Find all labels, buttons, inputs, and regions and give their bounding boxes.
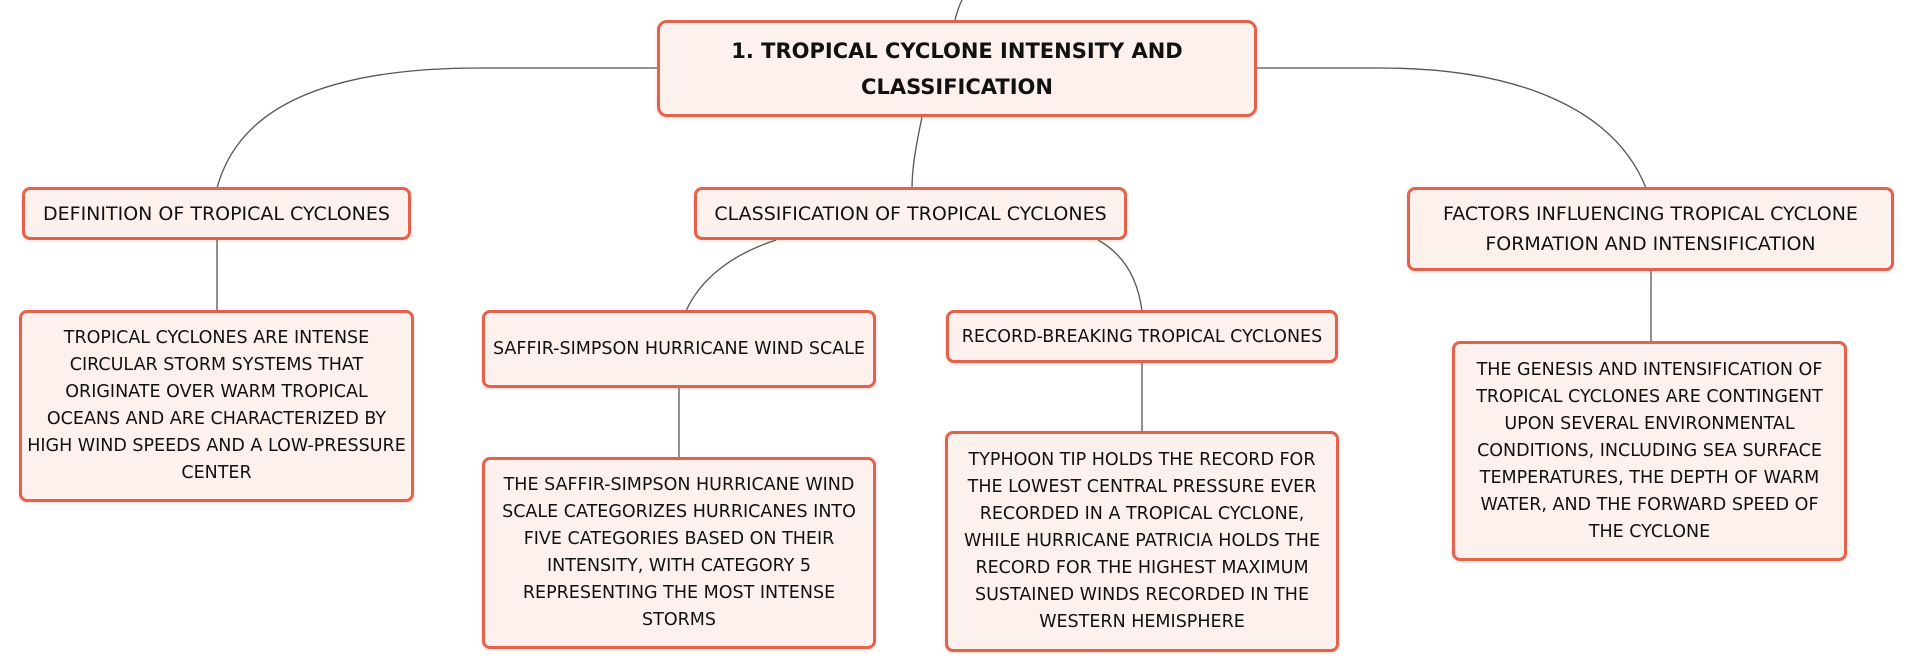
connector-classification-to-saffir: [686, 240, 776, 311]
connector-root-to-classification: [912, 117, 922, 188]
connector-root-parent: [955, 0, 962, 20]
factors-node[interactable]: [1407, 187, 1894, 271]
definition-detail: TROPICAL CYCLONES ARE INTENSE CIRCULAR STORM SYSTEMS THAT ORIGINATE OVER WARM TROPICAL OCEANS AND ARE CHARACTERIZED BY HIGH WIND SPEEDS AND A LOW-PRESSURE CENTER: [27, 328, 406, 483]
classification-node[interactable]: [694, 187, 1127, 240]
definition-label: DEFINITION OF TROPICAL CYCLONES: [43, 202, 390, 225]
saffir-simpson-node[interactable]: [482, 310, 876, 388]
record-breaking-label: RECORD-BREAKING TROPICAL CYCLONES: [961, 326, 1323, 347]
connector-root-to-factors: [1257, 68, 1646, 188]
root-node[interactable]: [657, 20, 1257, 117]
factors-detail-node[interactable]: [1452, 341, 1847, 561]
record-breaking-node[interactable]: [946, 310, 1338, 363]
definition-node[interactable]: [22, 187, 411, 240]
classification-label: CLASSIFICATION OF TROPICAL CYCLONES: [714, 202, 1107, 225]
record-breaking-detail-node[interactable]: [945, 431, 1339, 652]
saffir-simpson-label: SAFFIR-SIMPSON HURRICANE WIND SCALE: [493, 339, 865, 359]
definition-detail-node[interactable]: [19, 310, 414, 502]
factors-label: FACTORS INFLUENCING TROPICAL CYCLONE FORMATION AND INTENSIFICATION: [1443, 203, 1858, 255]
saffir-simpson-detail-node[interactable]: [482, 457, 876, 649]
root-title: 1. TROPICAL CYCLONE INTENSITY AND CLASSIFICATION: [731, 38, 1183, 99]
connector-root-to-definition: [217, 68, 658, 188]
connector-classification-to-record: [1098, 240, 1142, 311]
saffir-simpson-detail: THE SAFFIR-SIMPSON HURRICANE WIND SCALE CATEGORIZES HURRICANES INTO FIVE CATEGORIES BASED ON THEIR INTENSITY, WITH CATEGORY 5 REPRESENTING THE MOST INTENSE STORMS: [502, 475, 856, 630]
factors-detail: THE GENESIS AND INTENSIFICATION OF TROPICAL CYCLONES ARE CONTINGENT UPON SEVERAL ENVIRONMENTAL CONDITIONS, INCLUDING SEA SURFACE TEMPERATURES, THE DEPTH OF WARM WATER, AND THE FORWARD SPEED OF THE CYCLONE: [1476, 359, 1823, 542]
record-breaking-detail: TYPHOON TIP HOLDS THE RECORD FOR THE LOWEST CENTRAL PRESSURE EVER RECORDED IN A TROPICAL CYCLONE, WHILE HURRICANE PATRICIA HOLDS THE RECORD FOR THE HIGHEST MAXIMUM SUSTAINED WINDS RECORDED IN THE WESTERN HEMISPHERE: [963, 450, 1321, 632]
